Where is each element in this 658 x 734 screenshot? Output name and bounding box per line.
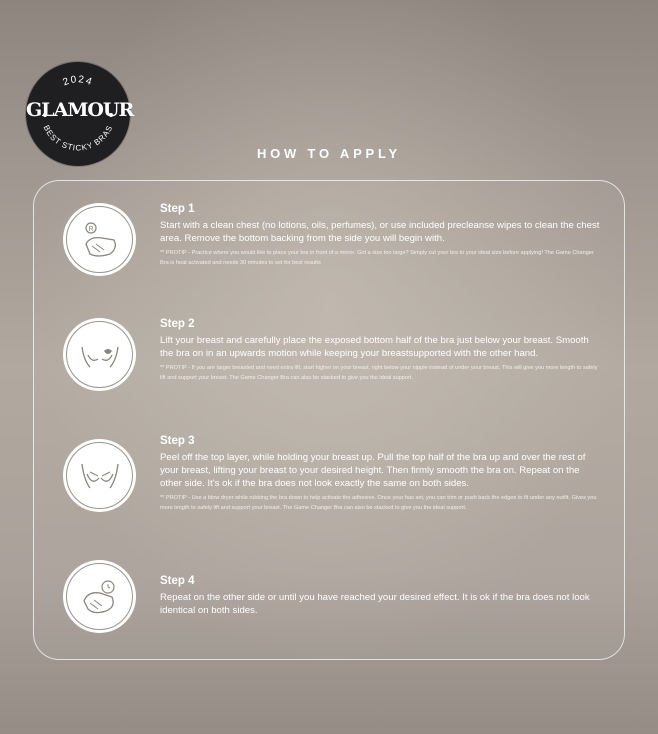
svg-text:R: R — [87, 225, 94, 233]
step-3-icon-wrapper — [63, 439, 136, 512]
step-1-title: Step 1 — [160, 203, 195, 215]
svg-text:2024 — [61, 74, 94, 88]
step-3-title: Step 3 — [160, 435, 195, 447]
step-4-text — [160, 575, 600, 620]
step-1-icon-wrapper — [63, 203, 136, 276]
page-title: HOW TO APPLY — [256, 146, 402, 161]
badge-brand: GLAMOUR — [26, 99, 134, 121]
step-2-tip: ** PROTIP - If you are larger breasted and need extra lift, start higher on your breast, right below your nipple instead of under your breast. This will give you more length to safely lift and support your breast. The Game Changer Bra can also be stacked to give you the ideal support. — [160, 365, 598, 381]
step-2-icon-wrapper — [63, 318, 136, 391]
step-2-title: Step 2 — [160, 318, 195, 330]
step-4-icon-wrapper — [63, 560, 136, 633]
step-1-body: Start with a clean chest (no lotions, oils, perfumes), or use included precleanse wipes to clean the chest area. Remove the bottom backing from the side you will begin with. — [160, 220, 600, 244]
step-1-tip: ** PROTIP - Practice where you would like to place your bra in front of a mirror. Got a size too large? Simply cut your bra to your ideal size before applying! The Game Changer Bra is heat activated and needs 30 minutes to set for best results — [160, 250, 594, 266]
step-3-text — [160, 435, 600, 513]
step-3-body: Peel off the top layer, while holding your breast up. Pull the top half of the bra up and over the rest of your breast, lifting your breast to your desired height. Then firmly smooth the bra on. Repeat on the other side. It's ok if the bra does not look exactly the same on both sides. — [160, 452, 586, 489]
step-2-body: Lift your breast and carefully place the exposed bottom half of the bra just below your breast. Smooth the bra on in an upwards motion while keeping your breastsupported with the other hand. — [160, 335, 589, 359]
step-1-text — [160, 203, 600, 268]
step-3-tip: ** PROTIP - Use a blow dryer while rubbing the bra down to help activate the adhesive. Once your has set, you can trim or push back the edges to fit under any outfit. Gives you more length to safely lift and support your breast. The Game Changer Bra can also be stacked to give you the ideal support. — [160, 495, 597, 511]
badge-subtitle: BEST STICKY BRAS — [41, 123, 115, 153]
step-2-text — [160, 318, 600, 383]
step-4-body: Repeat on the other side or until you have reached your desired effect. It is ok if the bra does not look identical on both sides. — [160, 592, 590, 616]
badge-year: 2024 — [61, 74, 95, 89]
step-4-title: Step 4 — [160, 575, 195, 587]
